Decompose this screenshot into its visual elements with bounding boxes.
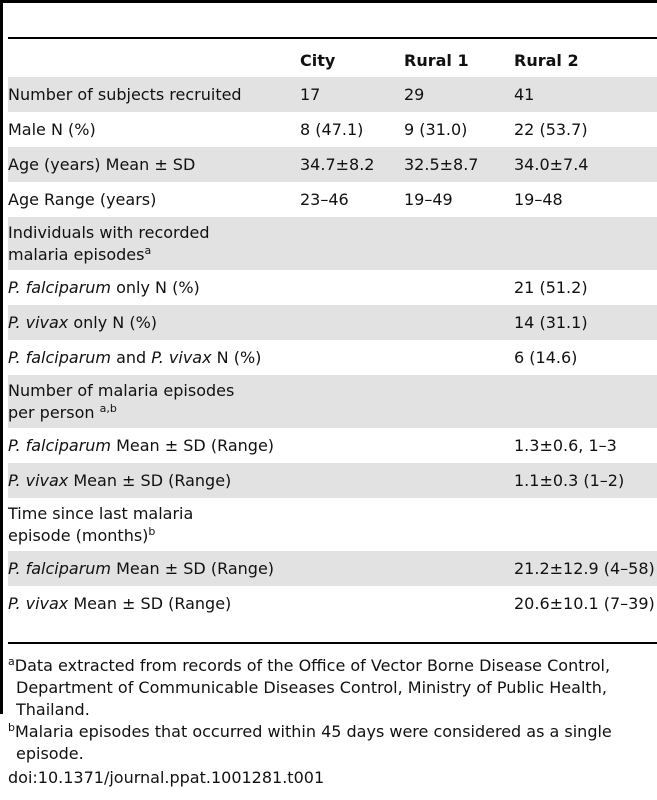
row-label: Age (years) Mean ± SD (8, 147, 300, 182)
row-label (8, 340, 300, 375)
row-label-rest: Mean ± SD (Range) (111, 435, 275, 455)
section-header-row (8, 217, 657, 270)
column-header-rural-2: Rural 2 (514, 50, 579, 70)
section-label-line: Number of malaria episodes (8, 380, 235, 400)
row-label-rest: N (%) (211, 347, 262, 367)
species-name: P. vivax (8, 593, 69, 613)
species-name: P. falciparum (8, 558, 112, 578)
species-name: P. vivax (8, 312, 69, 332)
doi-link[interactable]: doi:10.1371/journal.ppat.1001281.t001 (8, 768, 325, 787)
rural-2-value: 20.6±10.1 (7–39) (514, 593, 655, 613)
footnote-marker: a (144, 243, 152, 257)
table-row (8, 340, 657, 375)
table-left-border (0, 0, 3, 714)
city-value: 34.7±8.2 (300, 147, 404, 182)
row-label-rest: Mean ± SD (Range) (68, 470, 232, 490)
row-label (8, 551, 300, 586)
city-value: 17 (300, 77, 404, 112)
species-name: P. falciparum (8, 435, 112, 455)
table-top-rule (0, 0, 657, 3)
section-header-row (8, 375, 657, 428)
section-label-recorded (8, 217, 300, 270)
section-label-line: Time since last malaria (8, 503, 194, 523)
table-row (8, 77, 657, 112)
footnote-text: Malaria episodes that occurred within 45 days were considered as a single episode. (14, 722, 612, 763)
demographics-table (8, 44, 657, 621)
species-name: P. vivax (8, 470, 69, 490)
row-label-rest: only N (%) (111, 277, 200, 297)
table-row (8, 147, 657, 182)
table-row (8, 551, 657, 586)
table-row (8, 270, 657, 305)
rural-1-value: 9 (31.0) (404, 119, 468, 139)
row-label (8, 270, 300, 305)
table-row (8, 586, 657, 621)
section-label-line: per person (8, 402, 100, 422)
row-label-mid: and (111, 347, 152, 367)
column-header-rural-1: Rural 1 (404, 50, 469, 70)
row-label-rest: Mean ± SD (Range) (68, 593, 232, 613)
table-row (8, 463, 657, 498)
footnote-marker: a (8, 655, 15, 668)
footnote-text: Data extracted from records of the Office of Vector Borne Disease Control, Department of Communicable Diseases Control, Ministry of Public Health, Thailand. (14, 656, 611, 719)
row-label-rest: only N (%) (68, 312, 158, 332)
table-row (8, 428, 657, 463)
row-label (8, 428, 300, 463)
rural-2-value: 6 (14.6) (514, 347, 578, 367)
species-name: P. falciparum (8, 277, 112, 297)
species-name: P. falciparum (8, 347, 112, 367)
rural-2-value: 22 (53.7) (514, 119, 588, 139)
row-label: Number of subjects recruited (8, 77, 300, 112)
rural-1-value: 19–49 (404, 189, 453, 209)
footnote-marker: a,b (99, 401, 117, 415)
rural-2-value: 34.0±7.4 (514, 147, 657, 182)
table-row (8, 305, 657, 340)
section-label-episodes (8, 375, 300, 428)
column-header-empty (8, 44, 300, 77)
header-rule (8, 37, 657, 39)
row-label: Age Range (years) (8, 189, 157, 209)
row-label (8, 463, 300, 498)
table-header-row (8, 44, 657, 77)
table-row (8, 112, 657, 147)
rural-2-value: 1.1±0.3 (1–2) (514, 463, 657, 498)
table-row (8, 182, 657, 217)
rural-2-value: 19–48 (514, 189, 563, 209)
rural-2-value: 21 (51.2) (514, 277, 588, 297)
footnote-a (8, 655, 653, 721)
section-label-time (8, 498, 300, 551)
rural-1-value: 29 (404, 77, 514, 112)
rural-2-value: 21.2±12.9 (4–58) (514, 551, 657, 586)
footnote-b (8, 721, 653, 765)
rural-1-value: 32.5±8.7 (404, 147, 514, 182)
table-bottom-rule (8, 642, 657, 644)
species-name: P. vivax (151, 347, 212, 367)
row-label (8, 305, 300, 340)
city-value: 8 (47.1) (300, 119, 364, 139)
rural-2-value: 1.3±0.6, 1–3 (514, 435, 617, 455)
column-header-city: City (300, 50, 336, 70)
section-label-line: malaria episodes (8, 244, 145, 264)
table-footnotes (8, 655, 653, 789)
row-label-rest: Mean ± SD (Range) (111, 558, 275, 578)
row-label: Male N (%) (8, 119, 96, 139)
footnote-marker: b (8, 721, 15, 734)
section-header-row (8, 498, 657, 551)
rural-2-value: 14 (31.1) (514, 305, 657, 340)
row-label (8, 586, 300, 621)
section-label-line: Individuals with recorded (8, 222, 210, 242)
rural-2-value: 41 (514, 77, 657, 112)
section-label-line: episode (months) (8, 525, 149, 545)
city-value: 23–46 (300, 189, 349, 209)
footnote-marker: b (148, 524, 156, 538)
